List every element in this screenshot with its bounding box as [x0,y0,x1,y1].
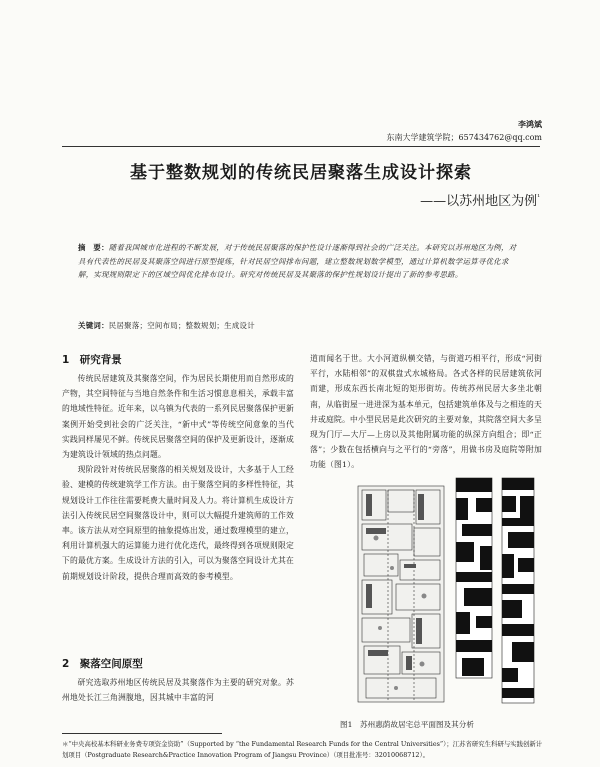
author-affiliation: 东南大学建筑学院；657434762@qq.com [386,133,542,142]
keywords-label: 关键词： [78,321,109,330]
paragraph: 现阶段针对传统民居聚落的相关规划及设计，大多基于人工经验、建模的传统建筑学工作方法。由于聚落空间的多样性特征，其规划设计工作往往需要耗费大量时间及人力。将计算机生成设计方法引入传统民居空间聚落设计中，则可以大幅提升建筑师的工作效率。该方法从对空间原型的抽象提炼出发，通过数理模型的建立，利用计算机强大的运算能力进行优化迭代，最终得到各项规则限定下的最优方案。生成设计方法的引入，可以为聚落空间设计尤其在前期规划设计阶段，提供合理而高效的参考模型。 [62,465,294,581]
author-block [387,117,542,145]
paragraph: 研究选取苏州地区传统民居及其聚落作为主要的研究对象。苏州地处长江三角洲腹地，因其城中丰富的河 [62,678,294,703]
paper-title: 基于整数规划的传统民居聚落生成设计探索 [130,163,472,183]
section-heading-2: 2 聚落空间原型 [62,658,143,670]
abstract-label: 摘 要： [78,243,109,252]
abstract [78,241,518,282]
subtitle-text: ——以苏州地区为例 [420,194,538,209]
paper-subtitle [420,190,540,209]
figure-caption: 图1 苏州惠荫故居宅总平面图及其分析 [340,720,474,729]
analysis-diagram-secondary [502,478,534,703]
subtitle-footnote-mark: ¹ [537,193,540,202]
paragraph: 道而闻名于世。大小河道纵横交错，与街道巧相平行，形成“河街平行，水陆相邻”的双棋盘式水城格局。各式各样的民居建筑依河而建，形成东西长南北短的矩形街坊。传统苏州民居大多坐北朝南，从临街屋一进进深为基本单元，包括建筑单体及与之相连的天井或庭院。中小型民居是此次研究的主要对象，其院落空间大多呈现为门厅—大厅—上房以及其他附属功能的纵深方向组合；即“正落”；少数在包括横向与之平行的“旁落”，用做书房及庭院等附加功能（图1）。 [310,354,542,470]
header-rule [62,146,540,147]
analysis-diagram-primary [456,478,492,678]
footnote-rule [62,733,222,734]
section-1-body [62,371,294,584]
keywords [78,320,518,331]
section-heading-1: 1 研究背景 [62,354,122,366]
footnote: ＊“中央高校基本科研业务费专项资金资助”（Supported by “the Fundamental Research Funds for the Central Universities”）；江苏省研究生科研与实践创新计划项目（Postgraduate Research&Practice Innovation Program of Jiangsu Province）（项目批准号：32010068712）。 [62,740,543,759]
author-name: 李鸿斌 [518,119,542,129]
right-column-text [310,351,542,473]
section-2-body [62,675,294,705]
paragraph: 传统民居建筑及其聚落空间，作为居民长期使用而自然形成的产物，其空间特征与当地自然条件和生活习惯息息相关，承载丰富的地域性特征。近年来，以乌镇为代表的一系列民居聚落保护更新案例开始受到社会的广泛关注，“新中式”等传统空间意象的当代实践同样屡见不鲜。传统民居聚落空间的保护及更新设计，逐渐成为建筑设计领域的热点问题。 [62,374,294,460]
abstract-text: 随着我国城市化进程的不断发展，对于传统民居聚落的保护性设计逐渐得到社会的广泛关注。本研究以苏州地区为例，对具有代表性的民居及其聚落空间进行原型提炼，针对民居空间排布问题，建立整数规划数学模型，通过计算机数学运算寻优化求解，实现规则限定下的区域空间优化排布设计。研究对传统民居及其聚落的保护性规划设计提出了新的参考思路。 [78,243,517,280]
site-plan-figure [352,468,538,708]
keywords-text: 民居聚落；空间布局；整数规划；生成设计 [108,321,255,330]
